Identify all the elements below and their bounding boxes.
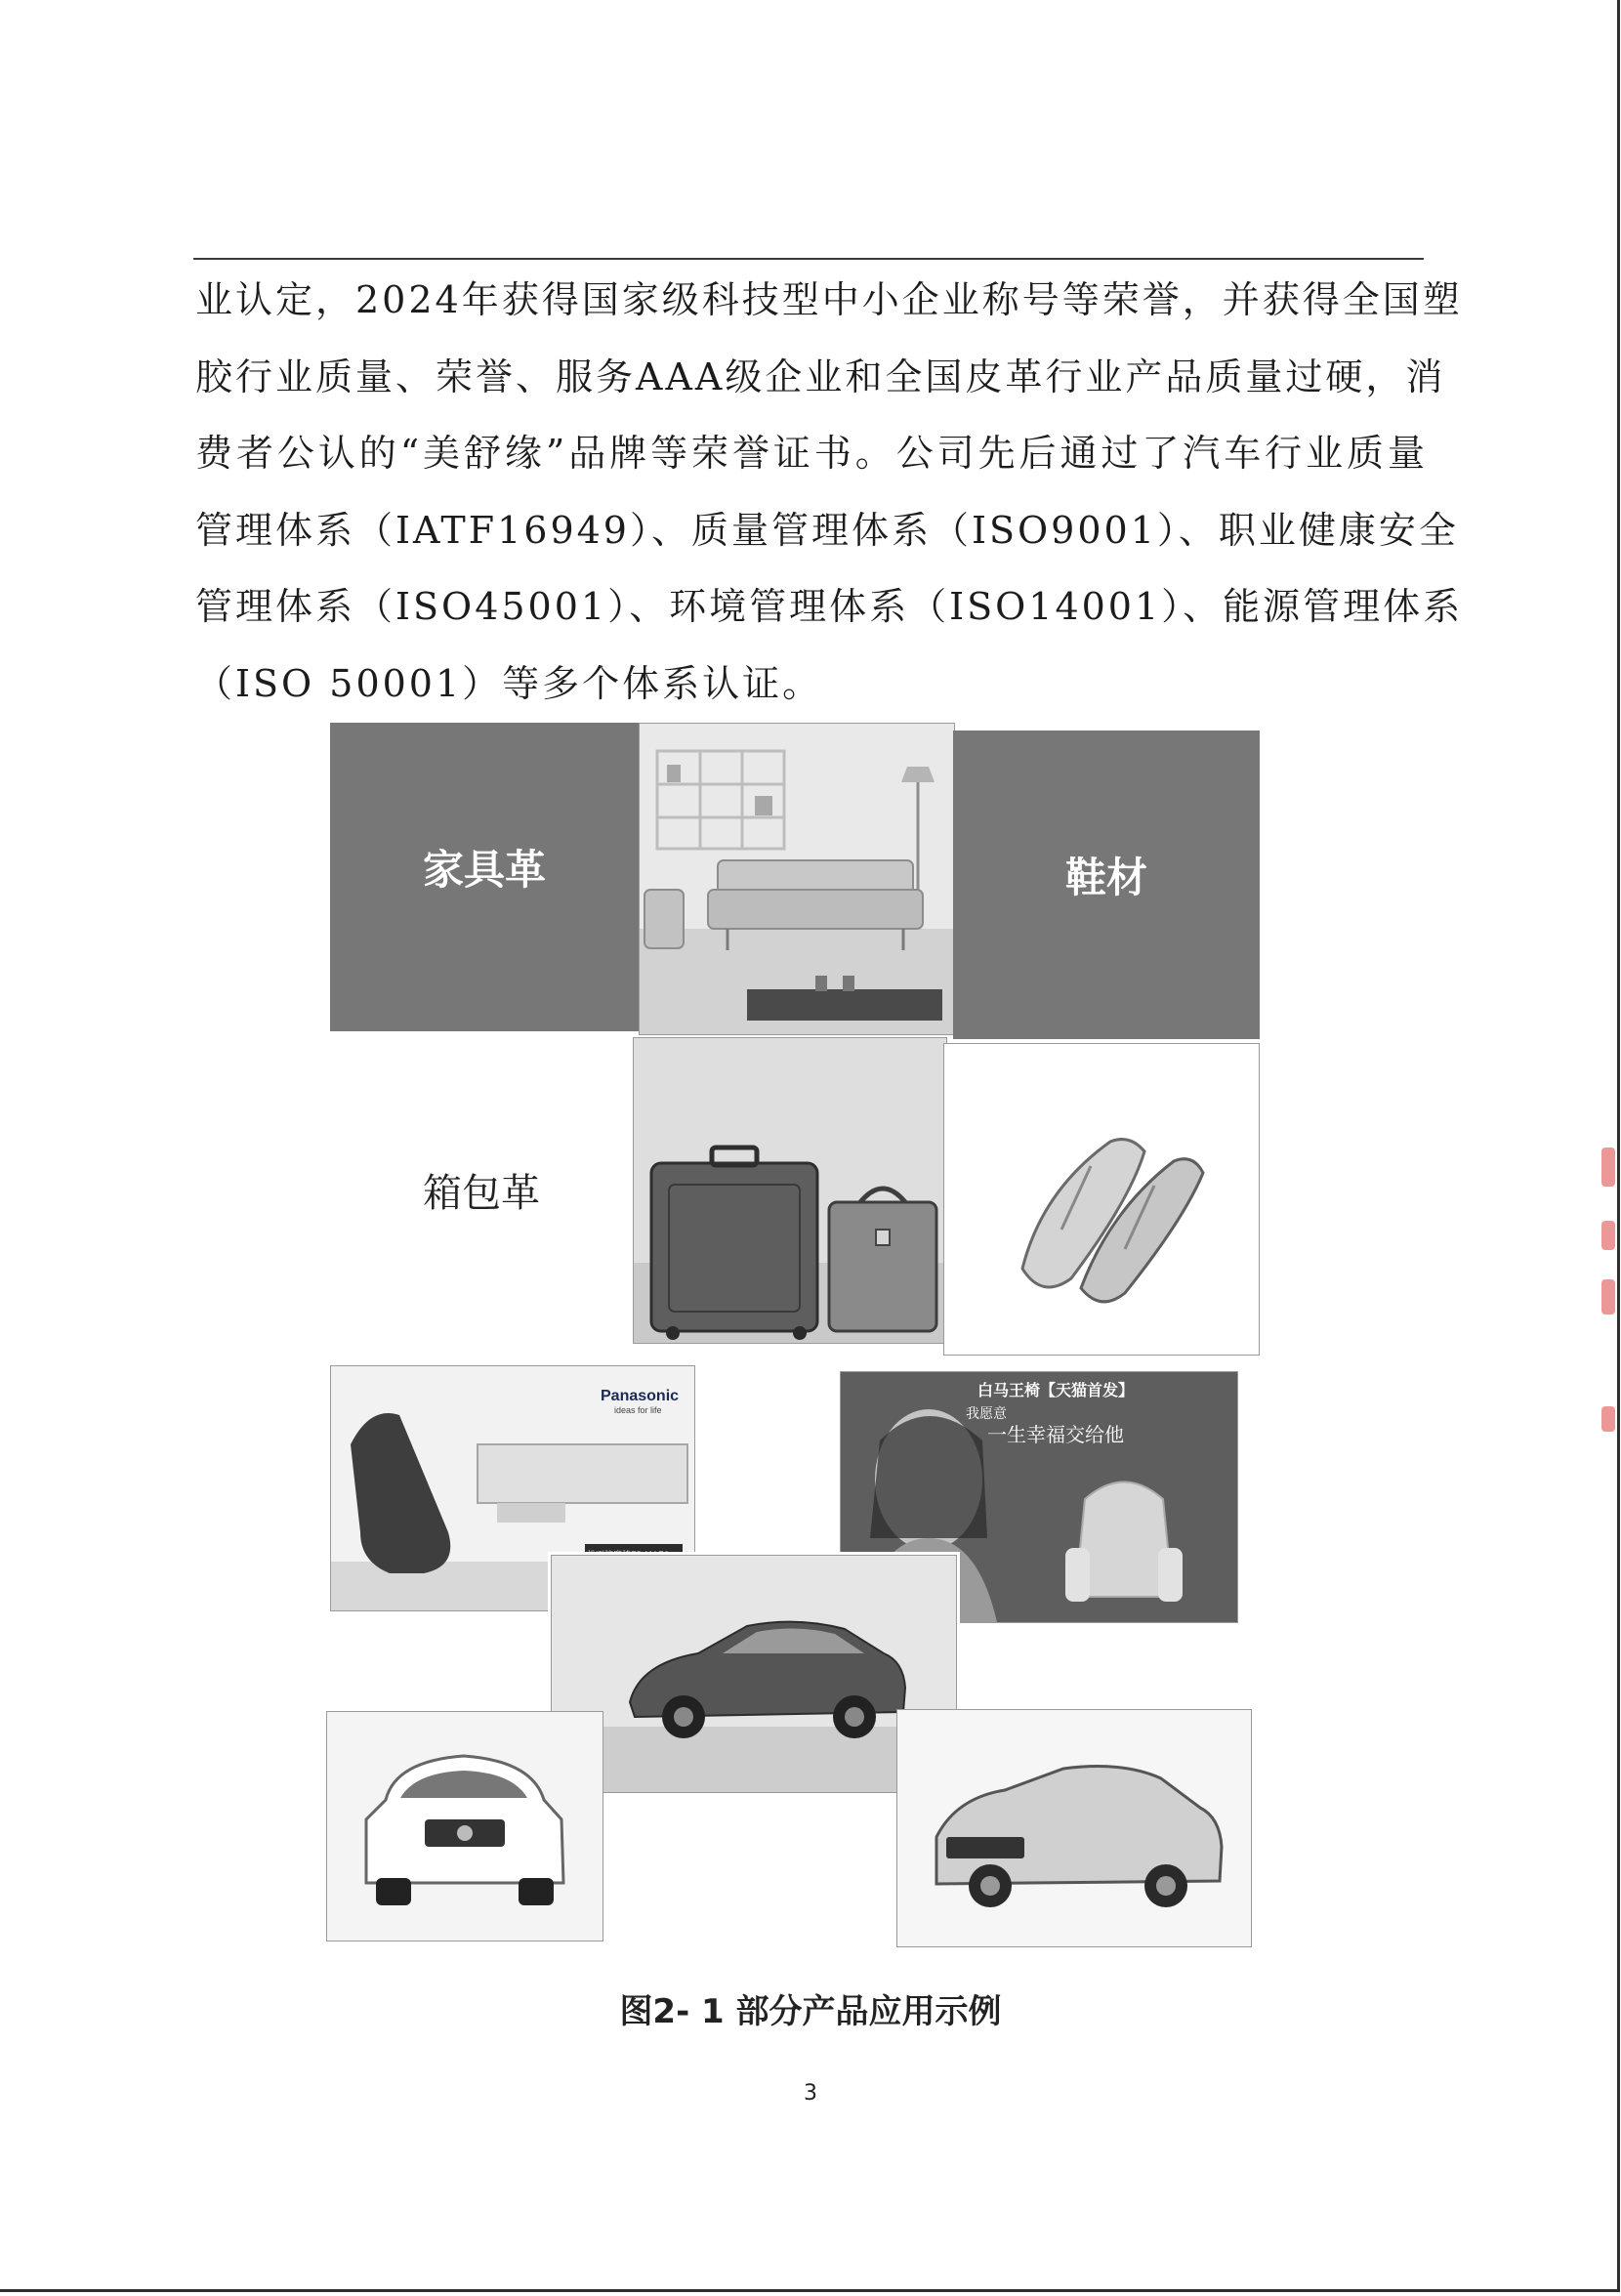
suv-white-illustration	[327, 1712, 603, 1941]
sneaker-image	[943, 1043, 1260, 1356]
panasonic-brand: Panasonic	[601, 1388, 680, 1404]
paragraph-line: 费者公认的“美舒缘”品牌等荣誉证书。公司先后通过了汽车行业质量	[195, 432, 1428, 475]
suv-white-image	[326, 1711, 603, 1941]
panasonic-tagline: ideas for life	[614, 1405, 662, 1415]
tile-bag-leather	[330, 1035, 633, 1344]
tile-furniture-label: 家具革	[422, 846, 546, 894]
seal-fragment	[1601, 1279, 1615, 1315]
paragraph-line: （ISO 50001）等多个体系认证。	[195, 661, 823, 705]
paragraph-line: 业认定，2024年获得国家级科技型中小企业称号等荣誉，并获得全国塑	[195, 278, 1463, 321]
tile-shoe-label: 鞋材	[1064, 854, 1147, 901]
sedan-illustration	[552, 1556, 956, 1792]
sneaker-illustration	[944, 1044, 1259, 1355]
sofa-room-illustration	[640, 724, 954, 1034]
figure-caption: 图2- 1 部分产品应用示例	[619, 1992, 1002, 2031]
ad-slogan-1: 我愿意	[966, 1406, 1007, 1422]
luggage-image	[633, 1037, 947, 1344]
tile-furniture-leather	[330, 723, 639, 1031]
sofa-room-image	[639, 723, 955, 1035]
page-number: 3	[804, 2081, 817, 2106]
seal-fragment	[1601, 1406, 1615, 1432]
seal-fragment	[1601, 1221, 1615, 1250]
suv-silver-illustration	[897, 1710, 1251, 1946]
paragraph-line: 管理体系（IATF16949）、质量管理体系（ISO9001）、职业健康安全	[195, 508, 1459, 552]
tile-bag-label: 箱包革	[423, 1170, 540, 1216]
paragraph-line: 管理体系（ISO45001）、环境管理体系（ISO14001）、能源管理体系	[195, 585, 1464, 628]
seal-fragment	[1601, 1148, 1615, 1187]
ad-headline: 白马王椅【天猫首发】	[977, 1381, 1135, 1399]
paragraph-line: 胶行业质量、荣誉、服务AAA级企业和全国皮革行业产品质量过硬，消	[195, 355, 1446, 398]
header-rule	[193, 258, 1424, 260]
suv-silver-image	[896, 1709, 1252, 1947]
body-paragraph	[195, 262, 1464, 722]
ad-slogan-2: 一生幸福交给他	[987, 1423, 1124, 1446]
tile-shoe-material	[953, 731, 1260, 1039]
luggage-illustration	[634, 1038, 946, 1343]
